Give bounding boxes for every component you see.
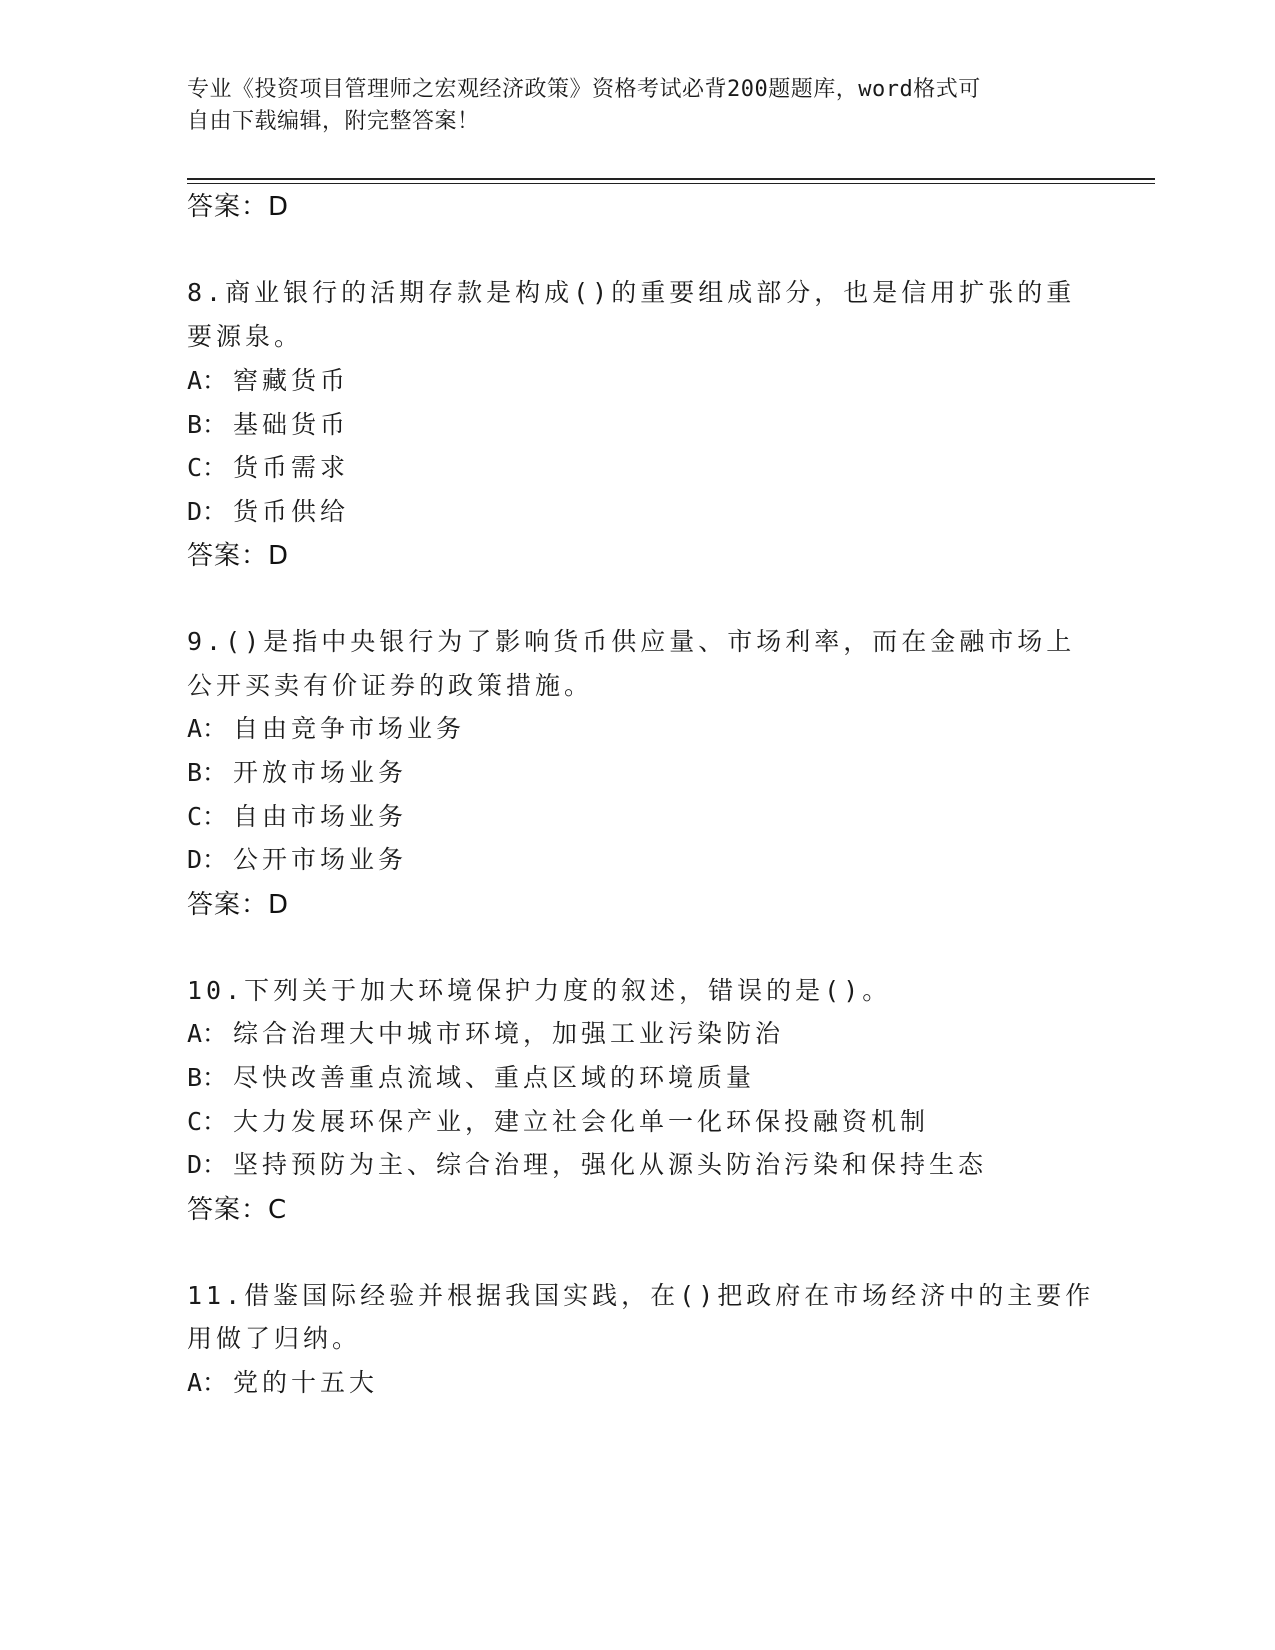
option-text: 基础货币 xyxy=(233,410,350,439)
option-text: 大力发展环保产业，建立社会化单一化环保投融资机制 xyxy=(233,1107,930,1136)
q9-option-a xyxy=(187,709,465,745)
q10-option-d xyxy=(187,1145,987,1181)
header-line-1: 专业《投资项目管理师之宏观经济政策》资格考试必背200题题库，word格式可 xyxy=(187,77,981,102)
q9-option-b xyxy=(187,753,407,789)
option-key: B： xyxy=(187,410,228,439)
option-key: C： xyxy=(187,1107,228,1136)
q8-option-a xyxy=(187,361,349,397)
option-key: A： xyxy=(187,1368,228,1397)
q11-text-line-1: 11.借鉴国际经验并根据我国实践，在()把政府在市场经济中的主要作 xyxy=(187,1281,1095,1310)
option-key: D： xyxy=(187,845,228,874)
option-text: 开放市场业务 xyxy=(233,758,408,787)
q9-option-d xyxy=(187,840,407,876)
q8-text-line-2: 要源泉。 xyxy=(187,322,304,351)
option-key: A： xyxy=(187,366,228,395)
option-text: 货币需求 xyxy=(233,453,350,482)
q10-answer: 答案：C xyxy=(187,1195,288,1225)
option-text: 货币供给 xyxy=(233,497,350,526)
document-header xyxy=(187,74,1067,138)
q8-option-c xyxy=(187,448,349,484)
option-key: C： xyxy=(187,453,228,482)
option-key: A： xyxy=(187,1019,228,1048)
option-key: D： xyxy=(187,1150,228,1179)
header-line-2: 自由下载编辑，附完整答案！ xyxy=(187,109,480,134)
q10-option-a xyxy=(187,1014,784,1050)
q9-text-line-2: 公开买卖有价证券的政策措施。 xyxy=(187,671,594,700)
header-divider xyxy=(187,178,1155,180)
q8-text-line-1: 8.商业银行的活期存款是构成()的重要组成部分，也是信用扩张的重 xyxy=(187,278,1076,307)
option-key: D： xyxy=(187,497,228,526)
header-divider-thin xyxy=(187,183,1155,184)
option-text: 党的十五大 xyxy=(233,1368,379,1397)
option-key: C： xyxy=(187,802,228,831)
option-text: 综合治理大中城市环境，加强工业污染防治 xyxy=(233,1019,785,1048)
q9-text-line-1: 9.()是指中央银行为了影响货币供应量、市场利率，而在金融市场上 xyxy=(187,627,1076,656)
q10-option-b xyxy=(187,1058,755,1094)
q8-option-d xyxy=(187,492,349,528)
option-key: A： xyxy=(187,714,228,743)
option-key: B： xyxy=(187,1063,228,1092)
q9-answer: 答案：D xyxy=(187,890,290,920)
q9-option-c xyxy=(187,797,407,833)
option-text: 坚持预防为主、综合治理，强化从源头防治污染和保持生态 xyxy=(233,1150,988,1179)
q10-text-line-1: 10.下列关于加大环境保护力度的叙述，错误的是()。 xyxy=(187,976,892,1005)
option-key: B： xyxy=(187,758,228,787)
q8-answer: 答案：D xyxy=(187,541,290,571)
q8-option-b xyxy=(187,405,349,441)
q11-option-a xyxy=(187,1363,378,1399)
option-text: 自由竞争市场业务 xyxy=(233,714,466,743)
option-text: 公开市场业务 xyxy=(233,845,408,874)
option-text: 自由市场业务 xyxy=(233,802,408,831)
q11-text-line-2: 用做了归纳。 xyxy=(187,1324,362,1353)
answer-prev: 答案：D xyxy=(187,192,290,222)
option-text: 尽快改善重点流域、重点区域的环境质量 xyxy=(233,1063,756,1092)
q10-option-c xyxy=(187,1102,929,1138)
option-text: 窖藏货币 xyxy=(233,366,350,395)
